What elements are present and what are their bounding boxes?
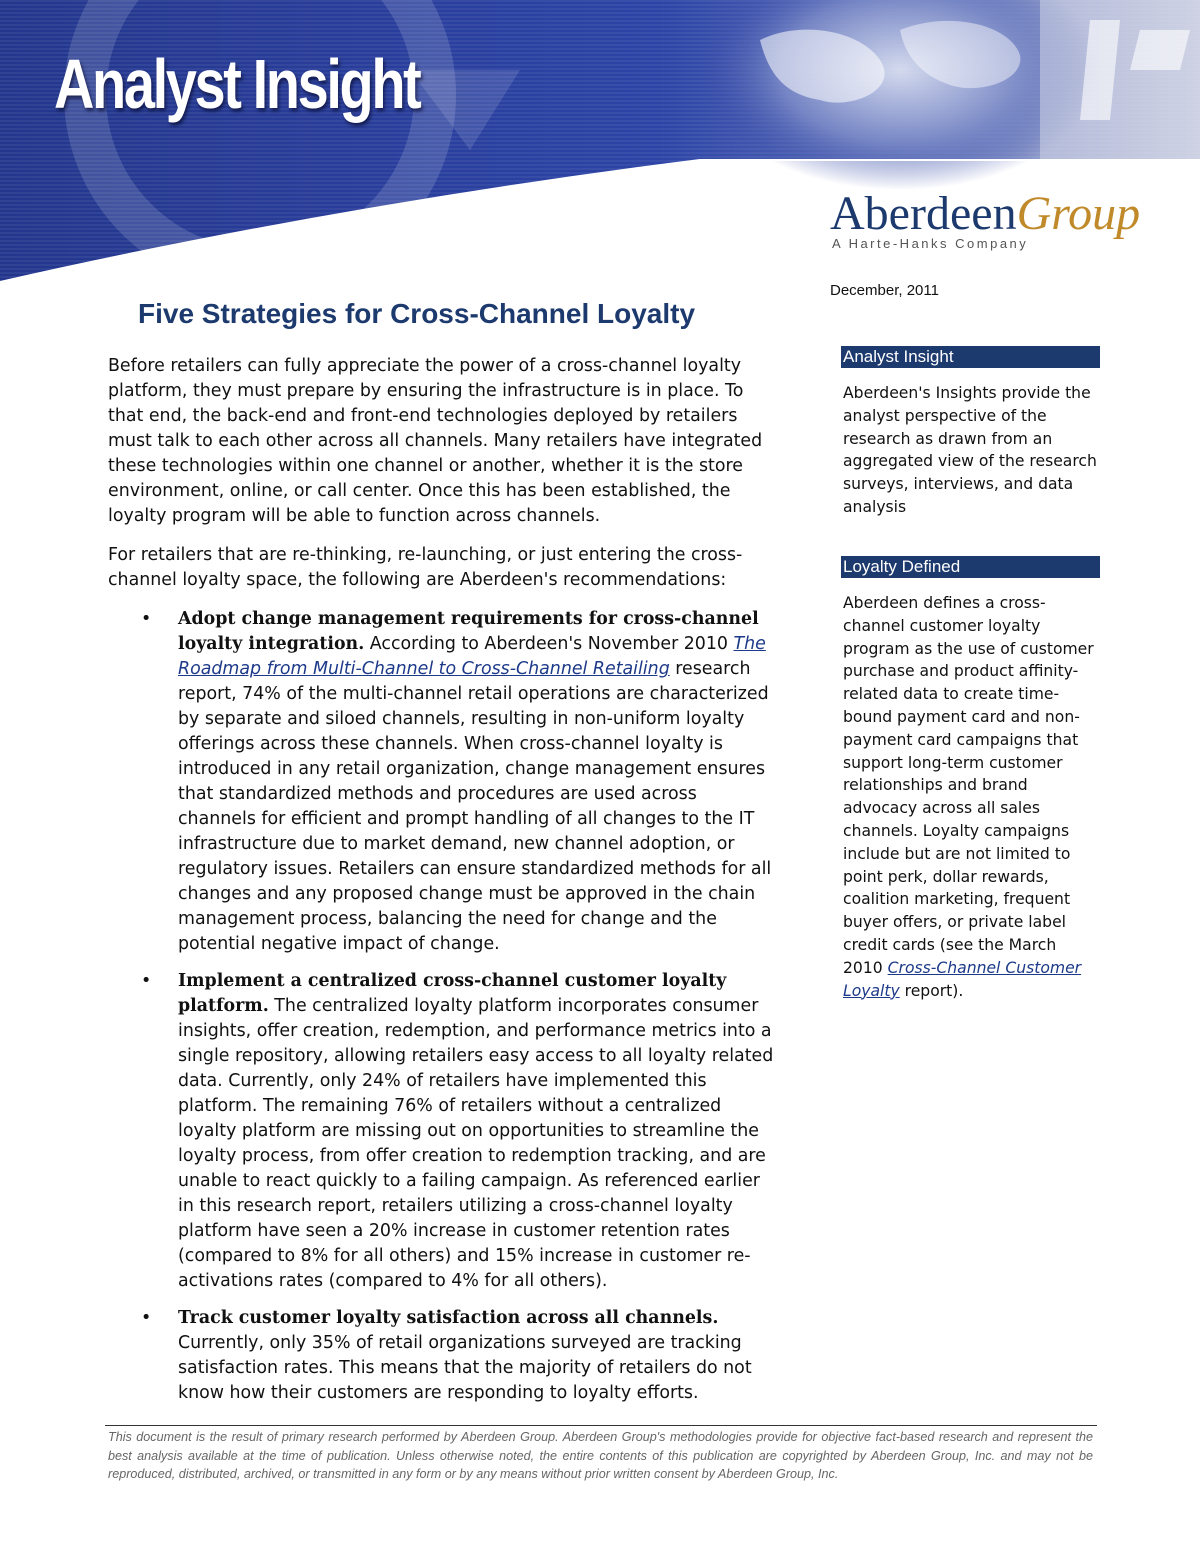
bullet-text: The centralized loyalty platform incorporates consumer insights, offer creation, redemption, and performance metrics into a single repository, allowing retailers easy access to all loyalty related data. Currently, only 24% of retailers have implemented this platform. The remaining 76% of retailers without a centralized loyalty platform are missing out on opportunities to streamline the loyalty process, from offer creation to redemption tracking, and are unable to react quickly to a failing campaign. As referenced earlier in this research report, retailers utilizing a cross-channel loyalty platform have seen a 20% increase in customer retention rates (compared to 8% for all others) and 15% increase in customer re-activations rates (compared to 4% for all others).: [178, 996, 774, 1291]
aberdeen-group-logo: [830, 188, 1170, 258]
bullet-heading: Implement a centralized cross-channel customer loyalty platform.: [178, 971, 727, 1016]
sidebar-text-part: Aberdeen defines a cross-channel customer loyalty program as the use of customer purchase and product affinity-related data to create time-bound payment card and non-payment card campaigns that support long-term customer relationships and brand advocacy across all sales channels. Loyalty campaigns include but are not limited to point perk, dollar rewards, coalition marketing, frequent buyer offers, or private label credit cards (see the March 2010: [843, 594, 1094, 977]
bullet-text: Currently, only 35% of retail organizations surveyed are tracking satisfaction rates. This means that the majority of retailers do not know how their customers are responding to loyalty efforts.: [178, 1333, 752, 1403]
sidebar-heading: Loyalty Defined: [841, 556, 1100, 578]
footer-divider: [105, 1425, 1097, 1426]
sidebar-analyst-insight: [843, 346, 1100, 519]
logo-wordmark: [830, 188, 1170, 240]
sidebar-heading: Analyst Insight: [841, 346, 1100, 368]
footer-disclaimer: This document is the result of primary research performed by Aberdeen Group. Aberdeen Group's methodologies provide for objective fact-based research and represent the best analysis available at the time of publication. Unless otherwise noted, the entire contents of this publication are copyrighted by Aberdeen Group, Inc. and may not be reproduced, distributed, archived, or transmitted in any form or by any means without prior written consent by Aberdeen Group, Inc.: [108, 1430, 1093, 1481]
main-content: [108, 354, 776, 1418]
bullet-heading: Adopt change management requirements for cross-channel loyalty integration.: [178, 609, 759, 654]
recommendations-intro: For retailers that are re-thinking, re-launching, or just entering the cross-channel loyalty space, the following are Aberdeen's recommendations:: [108, 545, 743, 590]
recommendations-list: [108, 607, 776, 1406]
roadmap-report-link[interactable]: The Roadmap from Multi-Channel to Cross-Channel Retailing: [178, 634, 766, 679]
bullet-text: research report, 74% of the multi-channel retail operations are characterized by separate and siloed channels, resulting in non-uniform loyalty offerings across these channels. When cross-channel loyalty is introduced in any retail organization, change management ensures that standardized methods and procedures are used across channels for efficient and prompt handling of all changes to the IT infrastructure due to market demand, new channel adoption, or regulatory issues. Retailers can ensure standardized methods for all changes and any proposed change must be approved in the chain management process, balancing the need for change and the potential negative impact of change.: [178, 659, 772, 954]
list-item: [108, 1306, 776, 1406]
list-item: [108, 607, 776, 957]
sidebar-text: Aberdeen's Insights provide the analyst perspective of the research as drawn from an aggregated view of the research surveys, interviews, and data analysis: [843, 384, 1097, 516]
bullet-icon: •: [141, 1308, 152, 1328]
logo-tagline: A Harte-Hanks Company: [832, 236, 1029, 251]
logo-main-text: Aberdeen: [830, 187, 1017, 240]
intro-paragraph: Before retailers can fully appreciate the power of a cross-channel loyalty platform, they must prepare by ensuring the infrastructure is in place. To that end, the back-end and front-end technologies deployed by retailers must talk to each other across all channels. Many retailers have integrated these technologies within one channel or another, whether it is the store environment, online, or call center. Once this has been established, the loyalty program will be able to function across channels.: [108, 356, 763, 526]
page-title: Five Strategies for Cross-Channel Loyalty: [138, 298, 696, 329]
list-item: [108, 969, 776, 1294]
sidebar-text-part: report).: [899, 981, 964, 1000]
logo-group-text: Group: [1016, 187, 1141, 240]
bullet-heading: Track customer loyalty satisfaction across all channels.: [178, 1308, 719, 1328]
bullet-icon: •: [141, 609, 152, 629]
bullet-text: According to Aberdeen's November 2010: [364, 634, 734, 654]
bullet-icon: •: [141, 971, 152, 991]
sidebar-loyalty-defined: [843, 556, 1100, 1002]
publication-date: December, 2011: [830, 282, 939, 299]
sidebar-text: [843, 592, 1100, 1002]
banner-title: Analyst Insight: [54, 45, 420, 123]
cross-channel-loyalty-link[interactable]: Cross-Channel Customer Loyalty: [843, 958, 1082, 1000]
